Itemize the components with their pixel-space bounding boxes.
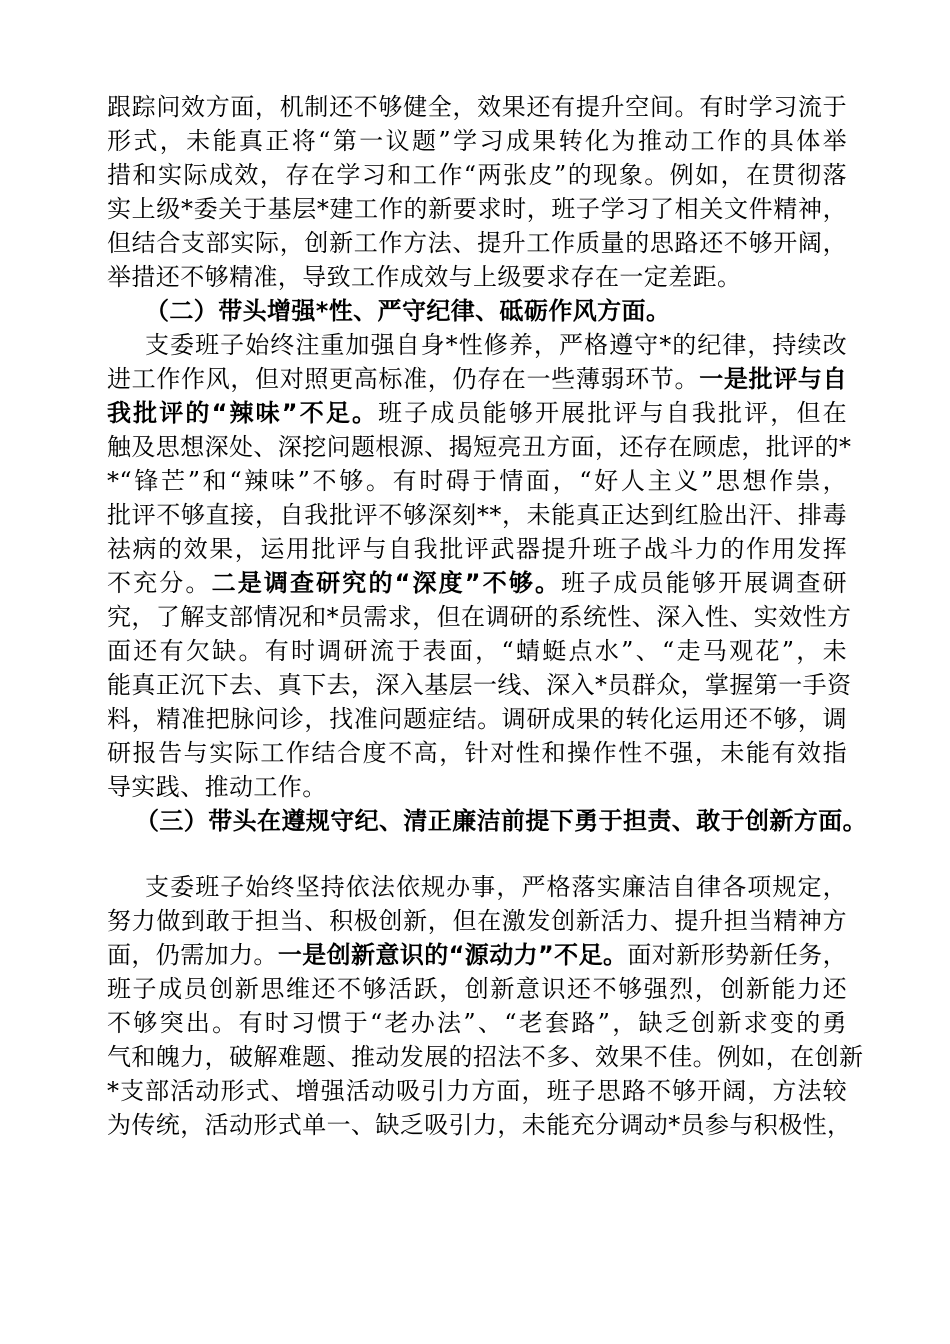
text-line: 不够突出。有时习惯于“老办法”、“老套路”，缺乏创新求变的勇 [107, 1009, 847, 1037]
text-line: 能真正沉下去、真下去，深入基层一线、深入*员群众，掌握第一手资 [107, 671, 852, 699]
text-line: 祛病的效果，运用批评与自我批评武器提升班子战斗力的作用发挥 [107, 535, 847, 563]
text-line: 触及思想深处、深挖问题根源、揭短亮丑方面，还存在顾虑，批评的* [107, 433, 852, 461]
text-line: 实上级*委关于基层*建工作的新要求时，班子学习了相关文件精神， [107, 195, 847, 223]
text-line [107, 938, 847, 972]
text-line: 措和实际成效，存在学习和工作“两张皮”的现象。例如，在贯彻落 [107, 161, 847, 189]
text-line: 举措还不够精准，导致工作成效与上级要求存在一定差距。 [107, 263, 742, 291]
bold-point-1: 一是批评与自 [699, 365, 847, 393]
text-line: 为传统，活动形式单一、缺乏吸引力，未能充分调动*员参与积极性， [107, 1111, 852, 1139]
text-line: 面还有欠缺。有时调研流于表面，“蜻蜓点水”、“走马观花”，未 [107, 637, 847, 665]
section-heading-2: （二）带头增强*性、严守纪律、砥砺作风方面。 [145, 297, 671, 325]
text-line: 支委班子始终注重加强自身*性修养，严格遵守*的纪律，持续改 [145, 331, 847, 359]
text-line: 料，精准把脉问诊，找准问题症结。调研成果的转化运用还不够，调 [107, 705, 847, 733]
text-line [107, 396, 847, 430]
text-line: 但结合支部实际，创新工作方法、提升工作质量的思路还不够开阔， [107, 229, 847, 257]
text-line: 批评不够直接，自我批评不够深刻**，未能真正达到红脸出汗、排毒 [107, 501, 847, 529]
text-line [107, 362, 847, 396]
bold-point-1-cont: 我批评的“辣味”不足。 [107, 399, 379, 427]
text-line: 班子成员创新思维还不够活跃，创新意识还不够强烈，创新能力还 [107, 975, 847, 1003]
text-span: 面，仍需加力。 [107, 941, 278, 969]
text-span: 面对新形势新任务， [627, 941, 847, 969]
text-span: 班子成员能够开展调查研 [561, 569, 847, 597]
section-heading-3: （三）带头在遵规守纪、清正廉洁前提下勇于担责、敢于创新方面。 [135, 807, 867, 835]
text-line [107, 566, 847, 600]
text-line: 研报告与实际工作结合度不高，针对性和操作性不强，未能有效指 [107, 739, 847, 767]
text-line: 形式，未能真正将“第一议题”学习成果转化为推动工作的具体举 [107, 127, 847, 155]
text-line: *“锋芒”和“辣味”不够。有时碍于情面，“好人主义”思想作祟， [107, 467, 847, 495]
text-span: 进工作作风，但对照更高标准，仍存在一些薄弱环节。 [107, 365, 700, 393]
text-line: 气和魄力，破解难题、推动发展的招法不多、效果不佳。例如，在创新 [107, 1043, 864, 1071]
text-span: 不充分。 [107, 569, 212, 597]
text-line: *支部活动形式、增强活动吸引力方面，班子思路不够开阔，方法较 [107, 1077, 847, 1105]
text-span: 班子成员能够开展批评与自我批评，但在 [378, 399, 847, 427]
text-line: 跟踪问效方面，机制还不够健全，效果还有提升空间。有时学习流于 [107, 93, 847, 121]
bold-point-2: 二是调查研究的“深度”不够。 [211, 569, 562, 597]
text-line: 努力做到敢于担当、积极创新，但在激发创新活力、提升担当精神方 [107, 907, 847, 935]
text-line: 支委班子始终坚持依法依规办事，严格落实廉洁自律各项规定， [145, 873, 847, 901]
text-line: 究，了解支部情况和*员需求，但在调研的系统性、深入性、实效性方 [107, 603, 852, 631]
bold-point-3: 一是创新意识的“源动力”不足。 [277, 941, 628, 969]
text-line: 导实践、推动工作。 [107, 773, 327, 801]
